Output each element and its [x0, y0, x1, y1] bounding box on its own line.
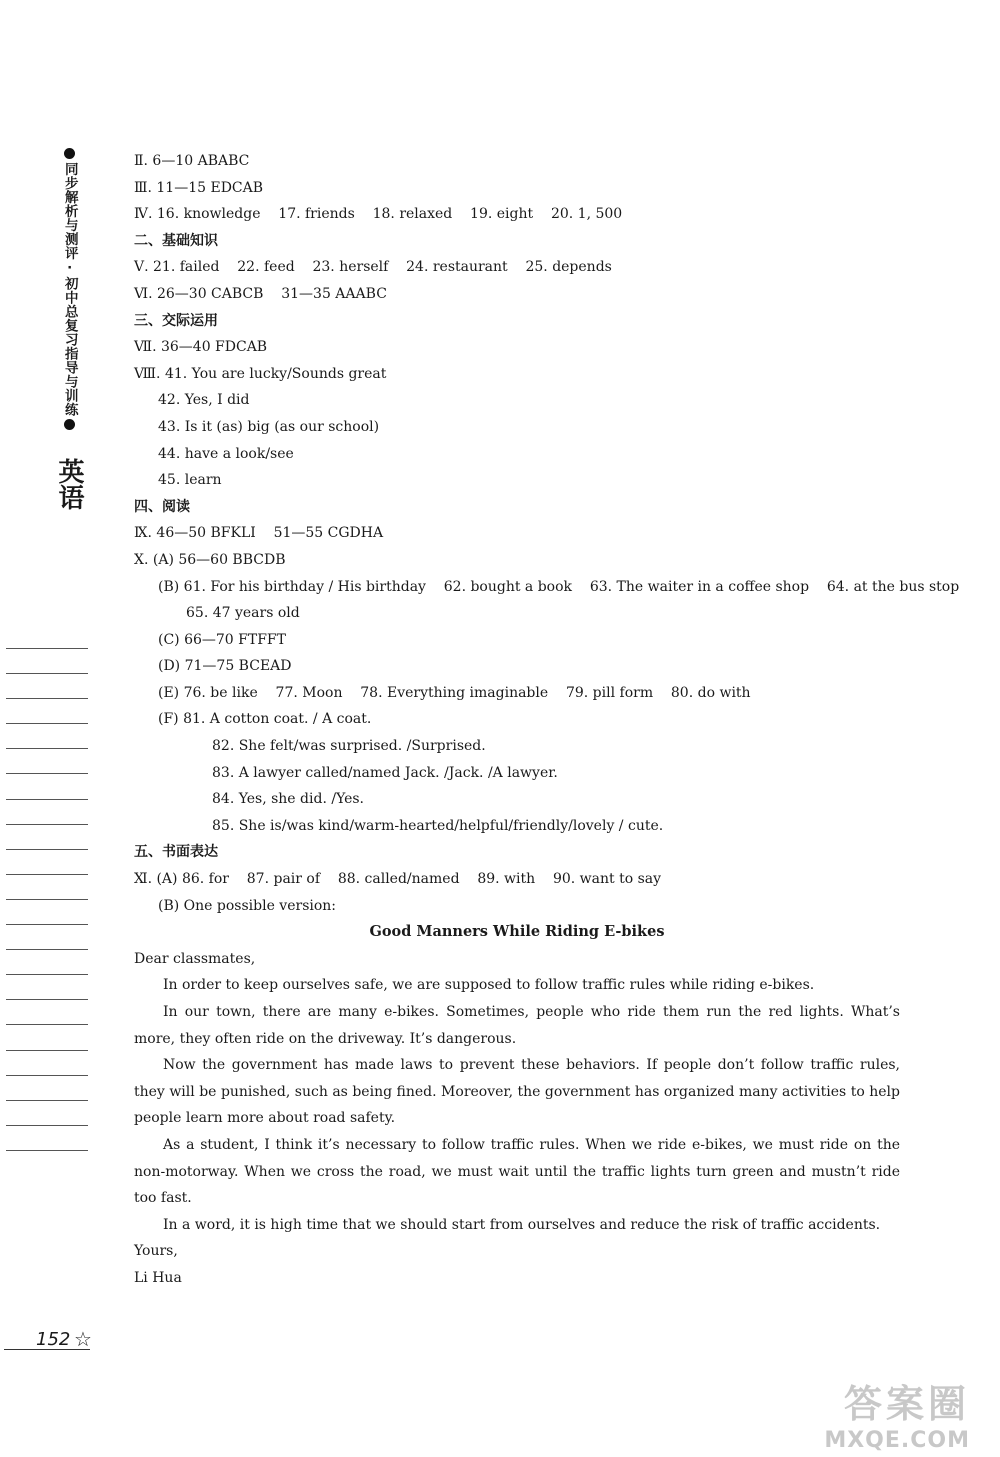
answer-row: 42. Yes, I did: [158, 392, 250, 409]
note-line: [6, 824, 88, 825]
answer-row: (C) 66—70 FTFFT: [158, 631, 286, 648]
answer-row: 45. learn: [158, 472, 222, 489]
answer-row: (D) 71—75 BCEAD: [158, 658, 292, 675]
answer-row: Ⅸ. 46—50 BFKLI 51—55 CGDHA: [134, 525, 384, 542]
note-line: [6, 1150, 88, 1151]
section-heading: 四、阅读: [134, 498, 190, 515]
answer-row: 65. 47 years old: [186, 605, 300, 622]
note-line: [6, 974, 88, 975]
page-number: 152: [36, 1329, 71, 1350]
answer-row: Ⅺ. (A) 86. for 87. pair of 88. called/named 89. with 90. want to say: [134, 871, 662, 888]
sidebar: [52, 148, 86, 510]
essay-signature: Li Hua: [134, 1269, 182, 1286]
answer-content: [134, 148, 960, 1292]
note-line: [6, 748, 88, 749]
answer-row: Ⅲ. 11—15 EDCAB: [134, 179, 264, 196]
answer-row: Ⅵ. 26—30 CABCB 31—35 AAABC: [134, 285, 387, 302]
answer-row: 44. have a look/see: [158, 445, 294, 462]
note-line: [6, 999, 88, 1000]
answer-row: (F) 81. A cotton coat. / A coat.: [158, 711, 372, 728]
section-heading: 五、书面表达: [134, 844, 218, 861]
essay-closing: Yours,: [134, 1243, 178, 1260]
note-line: [6, 1075, 88, 1076]
note-line: [6, 949, 88, 950]
note-line: [6, 648, 88, 649]
star-icon: ☆: [74, 1327, 92, 1351]
note-line: [6, 773, 88, 774]
answer-list: [134, 148, 960, 919]
bullet-dot-icon: [64, 419, 75, 430]
essay-paragraph: In a word, it is high time that we should start from ourselves and reduce the risk of traffic accidents.: [163, 1216, 881, 1233]
note-line: [6, 874, 88, 875]
answer-row: (E) 76. be like 77. Moon 78. Everything imaginable 79. pill form 80. do with: [158, 684, 751, 701]
note-line: [6, 1050, 88, 1051]
section-heading: 三、交际运用: [134, 312, 218, 329]
answer-row: Ⅳ. 16. knowledge 17. friends 18. relaxed 19. eight 20. 1, 500: [134, 206, 623, 223]
essay-paragraph: In order to keep ourselves safe, we are supposed to follow traffic rules while riding e-bikes.: [163, 977, 815, 994]
note-line: [6, 1024, 88, 1025]
book-series-title: 同步解析与测评·初中总复习指导与训练: [61, 162, 78, 417]
note-line: [6, 1100, 88, 1101]
watermark: [790, 1373, 970, 1453]
essay-paragraph: Now the government has made laws to prevent these behaviors. If people don’t follow traffic rules, they will be punished, such as being fined. Moreover, the government has organized many activities to help people learn more about road safety.: [134, 1057, 900, 1127]
answer-row: Ⅱ. 6—10 ABABC: [134, 153, 250, 169]
answer-row: 43. Is it (as) big (as our school): [158, 418, 380, 435]
note-line: [6, 849, 88, 850]
note-line: [6, 1125, 88, 1126]
essay-paragraph: As a student, I think it’s necessary to follow traffic rules. When we ride e-bikes, we must ride on the non-motorway. When we cross the road, we must wait until the traffic lights turn green and mustn’t ride too fast.: [134, 1136, 900, 1207]
note-line: [6, 723, 88, 724]
section-heading: 二、基础知识: [134, 232, 218, 249]
essay-title: Good Manners While Riding E-bikes: [369, 923, 665, 941]
answer-row: Ⅹ. (A) 56—60 BBCDB: [134, 551, 286, 568]
note-line: [6, 673, 88, 674]
watermark-url: MXQE.COM: [824, 1428, 970, 1453]
answer-row: 83. A lawyer called/named Jack. /Jack. /A lawyer.: [212, 764, 558, 781]
essay-body: [134, 972, 900, 1238]
note-line: [6, 698, 88, 699]
essay-greeting: Dear classmates,: [134, 950, 256, 967]
answer-row: (B) One possible version:: [158, 897, 337, 914]
subject-label: 英语: [54, 457, 84, 510]
watermark-logo: 答案圈: [843, 1382, 970, 1426]
essay-paragraph: In our town, there are many e-bikes. Sometimes, people who ride them run the red lights. What’s more, they often ride on the driveway. It’s dangerous.: [134, 1004, 900, 1047]
footer-rule: [4, 1349, 90, 1350]
note-line: [6, 924, 88, 925]
note-lines: [6, 648, 88, 1151]
answer-row: 84. Yes, she did. /Yes.: [212, 791, 365, 808]
answer-row: 82. She felt/was surprised. /Surprised.: [212, 738, 486, 755]
note-line: [6, 799, 88, 800]
bullet-dot-icon: [64, 148, 75, 159]
answer-row: (B) 61. For his birthday / His birthday 62. bought a book 63. The waiter in a coffee shop 64. at the bus stop: [158, 578, 960, 595]
note-line: [6, 899, 88, 900]
answer-row: Ⅶ. 36—40 FDCAB: [134, 339, 268, 356]
answer-row: 85. She is/was kind/warm-hearted/helpful/friendly/lovely / cute.: [212, 817, 664, 834]
answer-row: Ⅷ. 41. You are lucky/Sounds great: [134, 365, 387, 382]
answer-row: Ⅴ. 21. failed 22. feed 23. herself 24. restaurant 25. depends: [134, 259, 612, 276]
